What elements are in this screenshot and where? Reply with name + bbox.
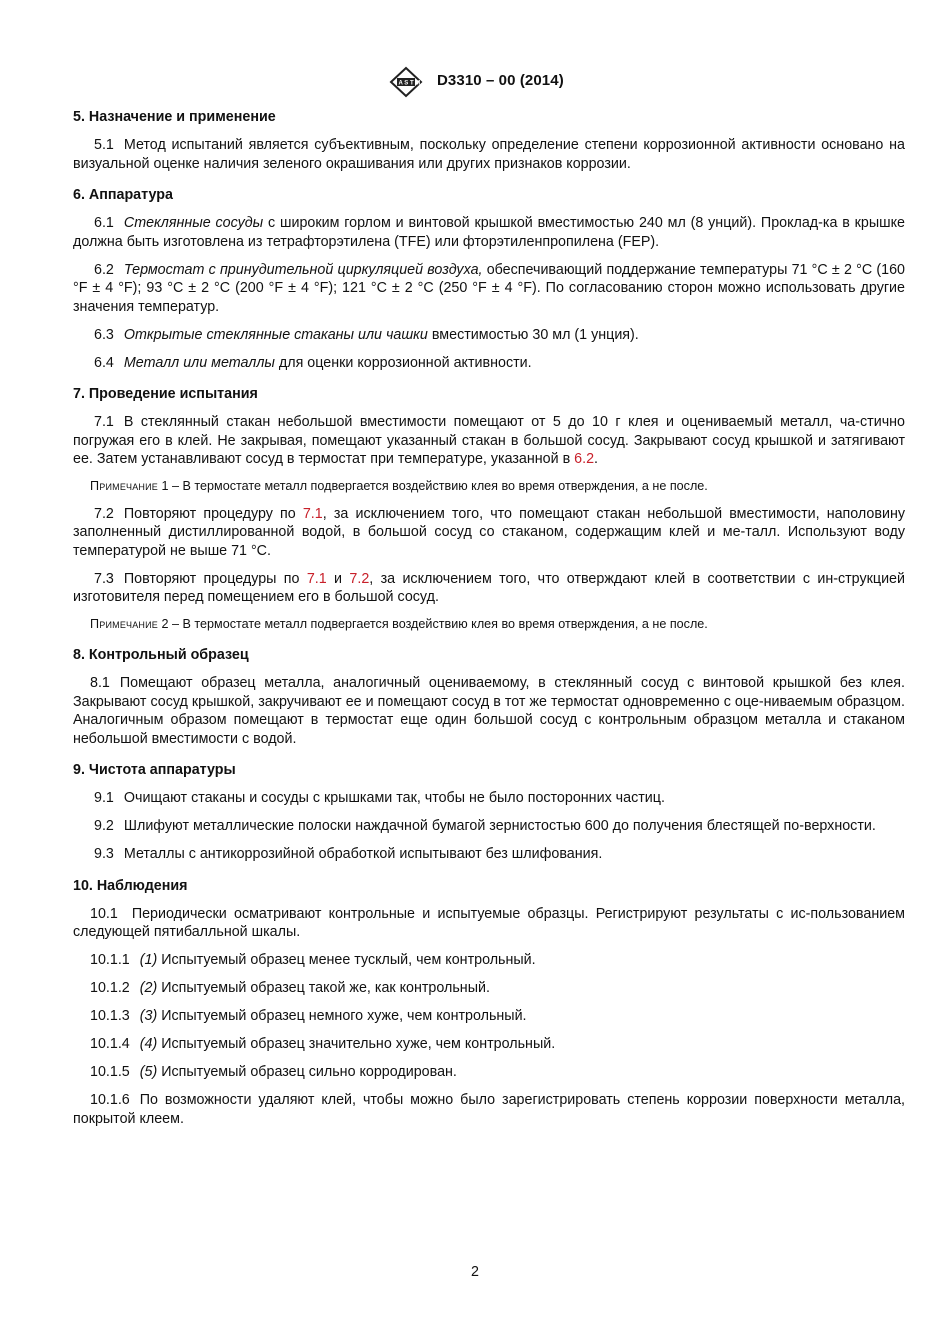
paragraph-text: , за исключением того, что отверждают клей в соответствии с ин-струкцией изготовителя перед помещением его в большой сосуд.: [73, 570, 905, 605]
note-label: Примечание: [90, 617, 158, 631]
paragraph-text: обеспечивающий поддержание температуры 71 °C ± 2 °C (160 °F ± 4 °F); 93 °C ± 2 °C (200 °F ± 4 °F); 121 °C ± 2 °C (250 °F ± 4 °F). По согласованию сторон можно использовать другие значения температур.: [73, 261, 905, 315]
term: Открытые стеклянные стаканы или чашки: [123, 326, 428, 343]
paragraph-text: Повторяют процедуру по: [123, 505, 303, 522]
term: Стеклянные сосуды: [123, 215, 264, 231]
scale-mark: (2): [139, 980, 158, 996]
page-header: [0, 66, 950, 98]
paragraph-number: 10.1.3: [90, 1008, 130, 1024]
paragraph-number: 7.1: [94, 414, 114, 430]
standard-designation: D3310 – 00 (2014): [437, 72, 564, 89]
paragraph-7-2: [73, 505, 905, 561]
paragraph-text-end: .: [594, 451, 599, 467]
paragraph-number: 9.3: [94, 846, 114, 862]
section-7-heading: 7. Проведение испытания: [73, 386, 258, 402]
paragraph-text: В стеклянный стакан небольшой вместимости помещают от 5 до 10 г клея и оцениваемый металл, ча-стично погружая его в клей. Не закрывая, помещают указанный стакан в большой сосуд. Закрывают сосуд крышкой и затягивают ее. Затем устанавливают сосуд в термостат при температуре, указанной в: [73, 414, 905, 467]
page-number: 2: [471, 1264, 479, 1280]
document-body: [73, 108, 905, 1128]
paragraph-text: Периодически осматривают контрольные и испытуемые образцы. Регистрируют результаты с ис-пользованием следующей пятибалльной шкалы.: [73, 905, 905, 940]
section-10-heading: 10. Наблюдения: [73, 877, 188, 894]
paragraph-6-4: [73, 354, 905, 373]
paragraph-9-1: [73, 789, 905, 808]
paragraph-number: 9.1: [94, 790, 114, 806]
paragraph-7-1: [73, 413, 905, 469]
scale-mark: (5): [139, 1064, 158, 1080]
section-6-heading: 6. Аппаратура: [73, 187, 173, 203]
paragraph-number: 7.2: [94, 505, 114, 522]
paragraph-text: и: [326, 570, 350, 587]
paragraph-number: 8.1: [90, 675, 110, 691]
scale-item-5: [73, 1063, 905, 1082]
paragraph-text: Повторяют процедуры по: [123, 570, 307, 587]
note-text: 1 – В термостате металл подвергается воздействию клея во время отверждения, а не после.: [158, 479, 708, 493]
paragraph-10-1-6: [73, 1091, 905, 1128]
paragraph-text: По возможности удаляют клей, чтобы можно было зарегистрировать степень коррозии поверхности металла, покрытой клеем.: [73, 1092, 905, 1127]
cross-reference-link[interactable]: 7.1: [306, 570, 327, 587]
note-2: [73, 616, 905, 633]
astm-logo-icon: [385, 66, 427, 98]
paragraph-5-1: [73, 136, 905, 173]
paragraph-number: 6.3: [94, 326, 114, 343]
paragraph-text: с широким горлом и винтовой крышкой вместимостью 240 мл (8 унций). Проклад-ка в крышке должна быть изготовлена из тетрафторэтилена (TFE) или фторэтиленпропилена (FEP).: [73, 215, 905, 250]
scale-item-2: [73, 979, 905, 998]
scale-item-3: [73, 1007, 905, 1026]
section-8-heading: 8. Контрольный образец: [73, 647, 249, 663]
paragraph-number: 7.3: [94, 570, 114, 587]
scale-item-4: [73, 1035, 905, 1054]
paragraph-text: Шлифуют металлические полоски наждачной бумагой зернистостью 600 до получения блестящей по-верхности.: [123, 818, 876, 834]
paragraph-number: 10.1.4: [90, 1036, 130, 1052]
paragraph-number: 5.1: [94, 137, 114, 153]
section-9-heading: 9. Чистота аппаратуры: [73, 762, 236, 778]
paragraph-text: , за исключением того, что помещают стакан небольшой вместимости, наполовину заполненный дистиллированной водой, в большой сосуд со стаканом, содержащим клей и ме-талл. Используют воду температурой не выше 71 °C.: [73, 505, 906, 559]
paragraph-6-3: [73, 326, 905, 345]
paragraph-10-1: [73, 905, 905, 942]
note-text: 2 – В термостате металл подвергается воздействию клея во время отверждения, а не после.: [158, 617, 708, 631]
paragraph-number: 10.1.5: [90, 1064, 130, 1080]
cross-reference-link[interactable]: 7.2: [349, 570, 370, 587]
paragraph-number: 6.1: [94, 215, 114, 231]
paragraph-text: Помещают образец металла, аналогичный оцениваемому, в стеклянный сосуд с винтовой крышкой без клея. Закрывают сосуд крышкой, закручивают ее и помещают сосуд в тот же термостат одновременно с оце-ниваемым образцом. Аналогичным образом помещают в термостат еще один большой сосуд с контрольным образцом металла и стаканом небольшой вместимости с водой.: [73, 675, 905, 747]
paragraph-6-2: [73, 261, 905, 317]
term: Термостат с принудительной циркуляцией воздуха,: [123, 261, 483, 278]
scale-mark: (3): [139, 1008, 158, 1024]
paragraph-number: 10.1.6: [90, 1092, 130, 1108]
paragraph-text: Метод испытаний является субъективным, поскольку определение степени коррозионной активности основано на визуальной оценке наличия зеленого окрашивания или других признаков коррозии.: [73, 137, 905, 172]
note-label: Примечание: [90, 479, 158, 493]
paragraph-number: 10.1.2: [90, 980, 130, 996]
paragraph-7-3: [73, 570, 905, 607]
paragraph-text: Металлы с антикоррозийной обработкой испытывают без шлифования.: [123, 846, 603, 862]
cross-reference-link[interactable]: 7.1: [302, 505, 323, 522]
paragraph-number: 9.2: [94, 818, 114, 834]
paragraph-text: Испытуемый образец менее тусклый, чем контрольный.: [157, 952, 536, 968]
paragraph-text: вместимостью 30 мл (1 унция).: [427, 326, 639, 343]
section-5-heading: 5. Назначение и применение: [73, 109, 276, 125]
scale-item-1: [73, 951, 905, 970]
paragraph-text: Испытуемый образец сильно корродирован.: [157, 1064, 457, 1080]
paragraph-9-2: [73, 817, 905, 836]
cross-reference-link[interactable]: 6.2: [574, 451, 595, 467]
paragraph-number: 6.4: [94, 354, 114, 371]
paragraph-text: Испытуемый образец значительно хуже, чем контрольный.: [157, 1036, 556, 1052]
note-1: [73, 478, 905, 495]
term: Металл или металлы: [123, 354, 275, 371]
paragraph-number: 6.2: [94, 261, 114, 278]
paragraph-9-3: [73, 845, 905, 864]
paragraph-number: 10.1.1: [90, 952, 130, 968]
paragraph-6-1: [73, 214, 905, 251]
paragraph-text: для оценки коррозионной активности.: [274, 354, 532, 371]
scale-mark: (1): [139, 952, 158, 968]
paragraph-text: Очищают стаканы и сосуды с крышками так, чтобы не было посторонних частиц.: [123, 790, 665, 806]
svg-text:A S T M: A S T M: [398, 80, 421, 87]
paragraph-number: 10.1: [90, 905, 118, 922]
paragraph-text: Испытуемый образец такой же, как контрольный.: [157, 980, 490, 996]
paragraph-text: Испытуемый образец немного хуже, чем контрольный.: [157, 1008, 527, 1024]
paragraph-8-1: [73, 674, 905, 748]
scale-mark: (4): [139, 1036, 158, 1052]
